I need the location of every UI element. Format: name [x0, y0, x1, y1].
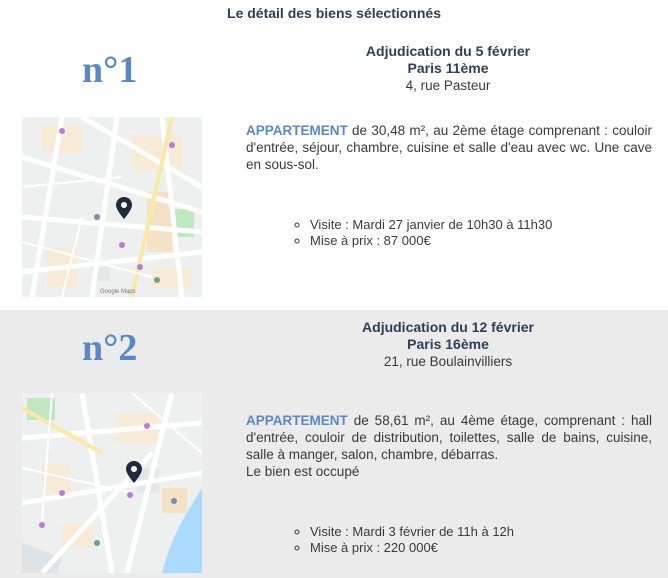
- lot-description: [246, 412, 652, 480]
- lot-number: n°1: [82, 49, 138, 91]
- occupancy-note: Le bien est occupé: [246, 464, 360, 479]
- price-info: ◦ Mise à prix : 87 000€: [310, 233, 552, 249]
- lot-header: [232, 43, 664, 94]
- lot-card-1: [0, 30, 668, 310]
- description-text: de 58,61 m², au 4ème étage, comprenant : hall d'entrée, couloir de distribution, toilettes, salle de bains, cuisine, salle à manger, salon, chambre, débarras.: [246, 413, 652, 462]
- address: 21, rue Boulainvilliers: [383, 354, 513, 369]
- map-pin-icon: [126, 461, 142, 483]
- lot-header: [232, 319, 664, 370]
- location-map[interactable]: [22, 117, 202, 297]
- price-info: ◦ Mise à prix : 220 000€: [310, 540, 514, 556]
- property-type: APPARTEMENT: [246, 413, 348, 428]
- lot-info-list: [290, 524, 514, 556]
- sale-date: Adjudication du 5 février: [365, 43, 531, 59]
- description-text: de 30,48 m², au 2ème étage comprenant : couloir d'entrée, séjour, chambre, cuisine et salle d'eau avec wc. Une cave en sous-sol.: [246, 123, 652, 172]
- lot-number: n°2: [82, 327, 138, 369]
- svg-text:Google Maps: Google Maps: [100, 289, 136, 295]
- address: 4, rue Pasteur: [405, 78, 491, 93]
- visit-info: ◦ Visite : Mardi 3 février de 11h à 12h: [310, 524, 514, 540]
- city: Paris 16ème: [407, 336, 489, 352]
- sale-date: Adjudication du 12 février: [362, 319, 534, 335]
- lot-info-list: [290, 217, 552, 249]
- property-type: APPARTEMENT: [246, 123, 348, 138]
- map-pin-icon: [116, 197, 132, 219]
- lot-card-2: [0, 310, 668, 578]
- city: Paris 11ème: [407, 60, 489, 76]
- visit-info: ◦ Visite : Mardi 27 janvier de 10h30 à 11h30: [310, 217, 552, 233]
- map-image: [22, 117, 202, 297]
- map-image: [22, 393, 202, 573]
- section-title: Le détail des biens sélectionnés: [227, 5, 441, 21]
- lot-description: [246, 122, 652, 173]
- location-map[interactable]: [22, 393, 202, 573]
